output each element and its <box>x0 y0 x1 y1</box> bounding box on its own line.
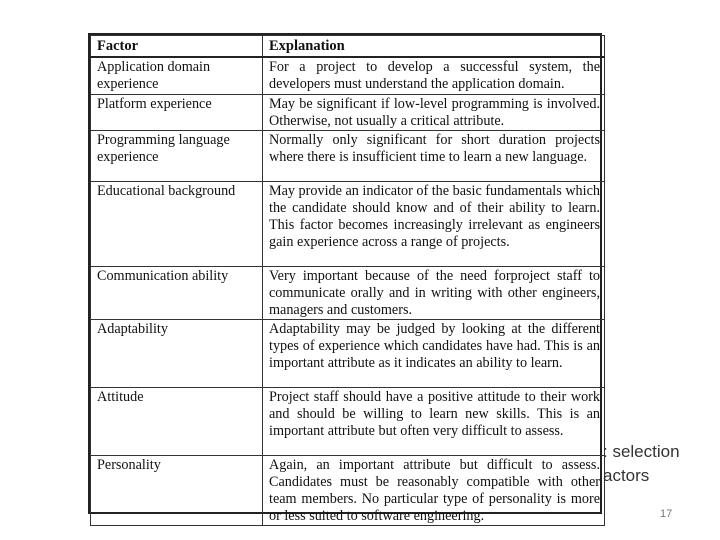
table-row <box>91 387 605 455</box>
table-row <box>91 319 605 387</box>
slide-caption <box>603 440 720 488</box>
slide-number: 17 <box>660 508 673 520</box>
explanation-cell: May provide an indicator of the basic fundamentals which the candidate should know and of their ability to learn. This factor becomes increasingly irrelevant as engineers gain experience across a range of projects. <box>263 181 605 266</box>
table-row <box>91 181 605 266</box>
factor-cell: Application domain experience <box>91 57 263 94</box>
explanation-cell: Very important because of the need forproject staff to communicate orally and in writing with other engineers, managers and customers. <box>263 266 605 319</box>
header-factor: Factor <box>91 36 263 58</box>
factor-cell: Programming language experience <box>91 130 263 181</box>
table-row <box>91 266 605 319</box>
table-row <box>91 455 605 525</box>
factor-cell: Educational background <box>91 181 263 266</box>
table-header-row <box>91 36 605 58</box>
staff-selection-factors-table <box>88 33 602 524</box>
table-row <box>91 130 605 181</box>
explanation-cell: Again, an important attribute but difficult to assess. Candidates must be reasonably compatible with other team members. No particular type of personality is more or less suited to software engineering. <box>263 455 605 525</box>
factors-table <box>90 35 605 526</box>
explanation-cell: Adaptability may be judged by looking at the different types of experience which candidates have had. This is an important attribute as it indicates an ability to learn. <box>263 319 605 387</box>
factor-cell: Personality <box>91 455 263 525</box>
explanation-cell: For a project to develop a successful system, the developers must understand the application domain. <box>263 57 605 94</box>
header-explanation: Explanation <box>263 36 605 58</box>
factor-cell: Platform experience <box>91 94 263 130</box>
table-row <box>91 94 605 130</box>
table-row <box>91 57 605 94</box>
explanation-cell: Project staff should have a positive attitude to their work and should be willing to learn new skills. This is an important attribute but often very difficult to assess. <box>263 387 605 455</box>
factor-cell: Adaptability <box>91 319 263 387</box>
factor-cell: Communication ability <box>91 266 263 319</box>
explanation-cell: May be significant if low-level programming is involved. Otherwise, not usually a critical attribute. <box>263 94 605 130</box>
slide-caption-line1: : selection <box>603 442 680 461</box>
explanation-cell: Normally only significant for short duration projects where there is insufficient time to learn a new language. <box>263 130 605 181</box>
slide-caption-line2: actors <box>603 466 650 485</box>
factor-cell: Attitude <box>91 387 263 455</box>
